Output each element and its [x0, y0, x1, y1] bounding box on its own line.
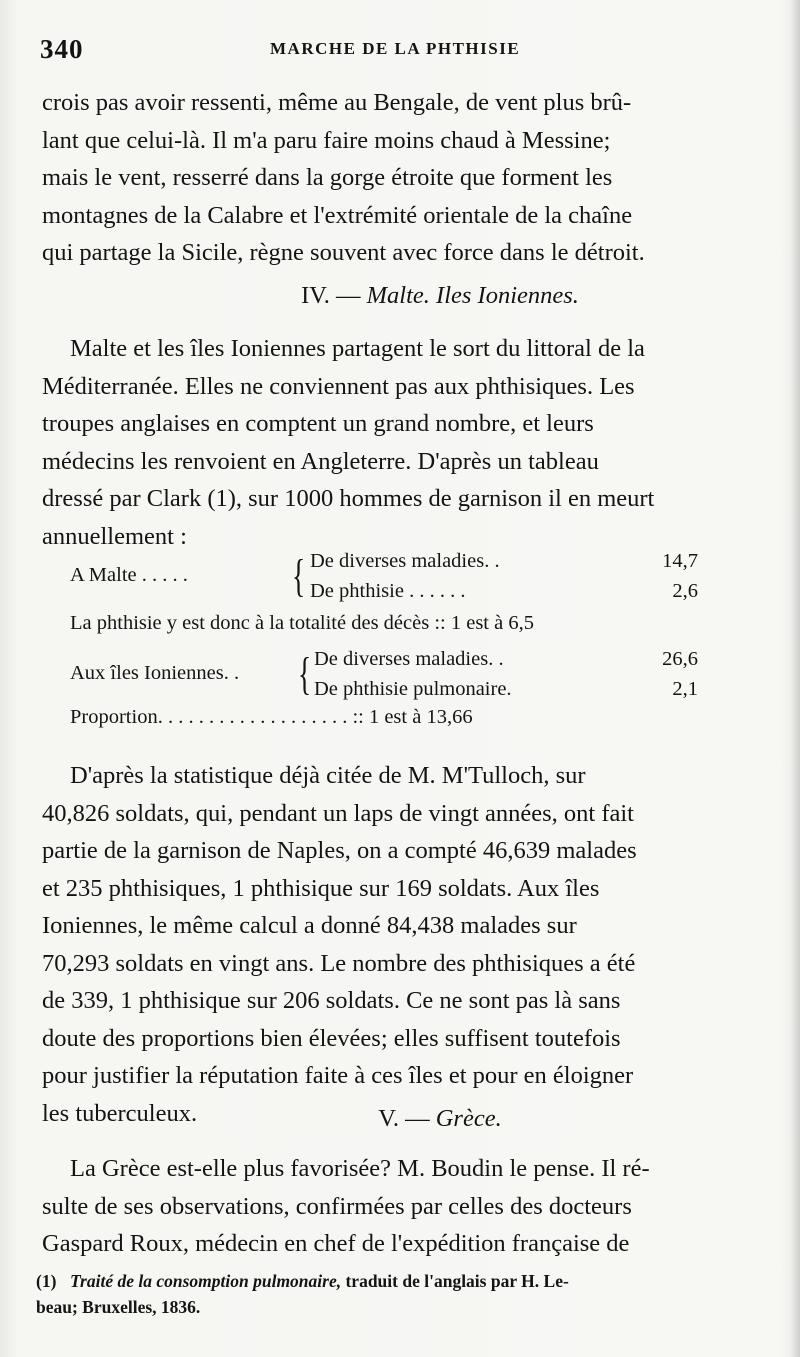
footnote-text: traduit de l'anglais par H. Le- — [341, 1271, 569, 1291]
brace-icon: { — [292, 550, 306, 601]
group-label: A Malte . . . . . — [70, 564, 188, 586]
text-line: qui partage la Sicile, règne souvent avec force dans le détroit. — [42, 239, 645, 266]
paragraph-malte — [42, 330, 762, 555]
text-line: de 339, 1 phthisique sur 206 soldats. Ce ne sont pas là sans — [42, 987, 621, 1014]
text-line: dressé par Clark (1), sur 1000 hommes de garnison il en meurt — [42, 485, 655, 512]
footnote-marker: (1) — [36, 1271, 57, 1291]
footnote-line: beau; Bruxelles, 1836. — [36, 1297, 201, 1317]
row-value: 2,6 — [672, 580, 698, 602]
text-line: médecins les renvoient en Angleterre. D'après un tableau — [42, 447, 599, 475]
row-label: De phthisie pulmonaire. — [314, 678, 512, 700]
footnote-line — [36, 1268, 766, 1294]
text-line: montagnes de la Calabre et l'extrémité orientale de la chaîne — [42, 201, 633, 229]
paragraph-tulloch — [42, 757, 762, 1132]
group-label: Aux îles Ioniennes. . — [70, 662, 240, 684]
text-line: les tuberculeux. — [42, 1099, 198, 1127]
page-gutter-shadow — [790, 0, 800, 1357]
text-line: crois pas avoir ressenti, même au Bengale, de vent plus brû- — [42, 89, 632, 116]
text-line: lant que celui-là. Il m'a paru faire moins chaud à Messine; — [42, 126, 611, 154]
brace-icon: { — [298, 648, 312, 699]
text-line: pour justifier la réputation faite à ces îles et pour en éloigner — [42, 1062, 634, 1089]
page-number: 340 — [40, 34, 84, 64]
row-value: 2,1 — [672, 678, 698, 700]
row-value: 26,6 — [662, 648, 698, 670]
text-line: 40,826 soldats, qui, pendant un laps de vingt années, ont fait — [42, 799, 634, 827]
page-header — [40, 34, 760, 74]
section-number: IV. — — [301, 282, 361, 309]
footnote-title: Traité de la consomption pulmonaire, — [70, 1271, 342, 1291]
text-line: Ioniennes, le même calcul a donné 84,438 malades sur — [42, 912, 577, 939]
footnote — [36, 1268, 766, 1320]
text-line: sulte de ses observations, confirmées par celles des docteurs — [42, 1192, 632, 1220]
malta-summary: La phthisie y est donc à la totalité des décès :: 1 est à 6,5 — [70, 612, 534, 634]
section-title: Malte. Iles Ioniennes. — [366, 282, 579, 309]
row-label: De diverses maladies. . — [310, 550, 500, 572]
text-line: Gaspard Roux, médecin en chef de l'expédition française de — [42, 1230, 630, 1257]
text-line: Malte et les îles Ioniennes partagent le sort du littoral de la — [70, 335, 645, 362]
text-line: partie de la garnison de Naples, on a compté 46,639 malades — [42, 837, 637, 864]
proportion-row: Proportion. . . . . . . . . . . . . . . . . . . :: 1 est à 13,66 — [70, 706, 473, 728]
ionian-group — [70, 646, 760, 710]
section-title: Grèce. — [435, 1105, 502, 1132]
text-line: mais le vent, resserré dans la gorge étroite que forment les — [42, 164, 613, 191]
text-line: Méditerranée. Elles ne conviennent pas aux phthisiques. Les — [42, 372, 635, 400]
row-label: De diverses maladies. . — [314, 648, 504, 670]
row-label: De phthisie . . . . . . — [310, 580, 466, 602]
text-line: D'après la statistique déjà citée de M. M'Tulloch, sur — [70, 762, 586, 789]
text-line: La Grèce est-elle plus favorisée? M. Boudin le pense. Il ré- — [70, 1155, 650, 1182]
paragraph-continuation — [42, 84, 762, 272]
malta-group — [70, 548, 760, 612]
section-number: V. — — [378, 1105, 430, 1132]
section-heading-grece — [40, 1105, 800, 1133]
row-value: 14,7 — [662, 550, 698, 572]
text-line: et 235 phthisiques, 1 phthisique sur 169 soldats. Aux îles — [42, 874, 600, 902]
text-line: doute des proportions bien élevées; elles suffisent toutefois — [42, 1024, 621, 1052]
text-line: 70,293 soldats en vingt ans. Le nombre des phthisiques a été — [42, 949, 636, 977]
text-line: troupes anglaises en comptent un grand nombre, et leurs — [42, 410, 594, 437]
running-head: MARCHE DE LA PHTHISIE — [270, 39, 521, 58]
paragraph-grece — [42, 1150, 762, 1263]
text-line: annuellement : — [42, 522, 187, 550]
section-heading-malte — [40, 282, 800, 310]
